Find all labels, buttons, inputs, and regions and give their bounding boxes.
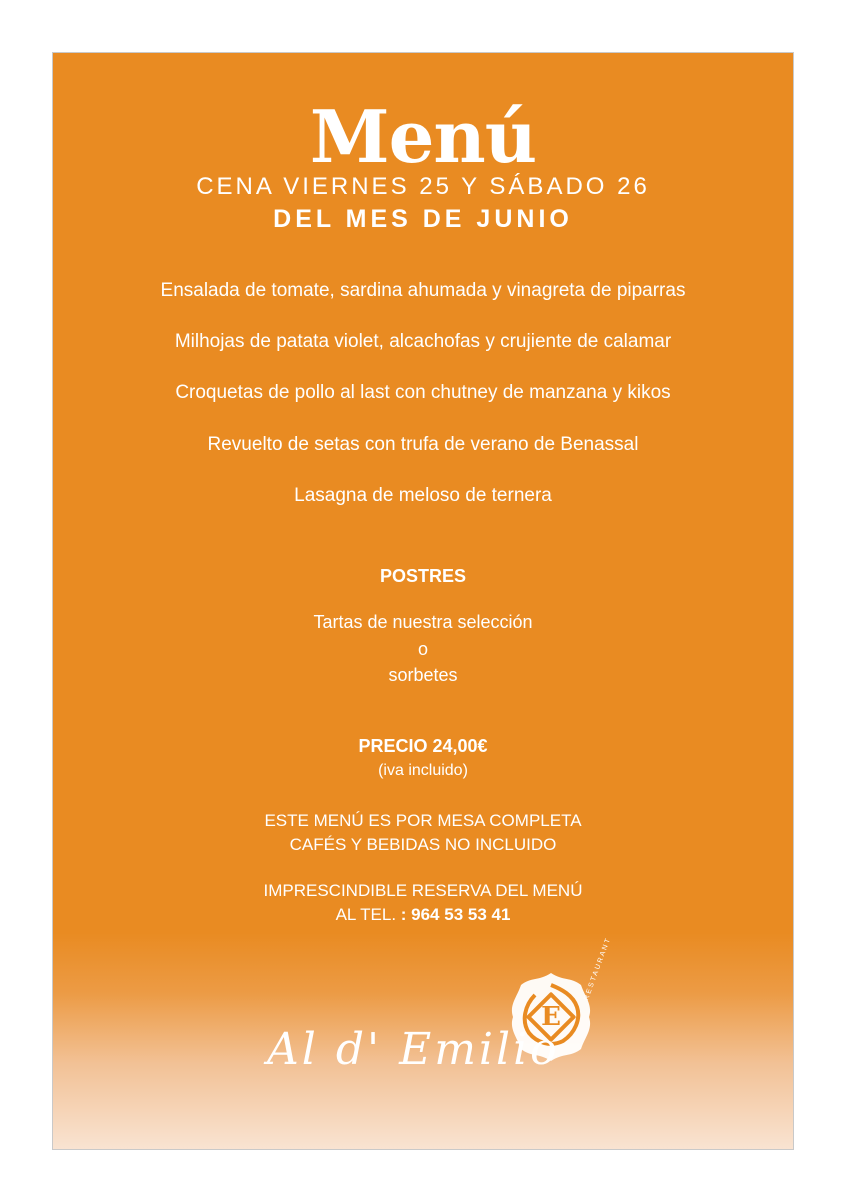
price-note: (iva incluido) <box>378 762 468 779</box>
condition-line: CAFÉS Y BEBIDAS NO INCLUIDO <box>289 835 557 854</box>
postres-item: sorbetes <box>388 665 458 685</box>
dish-item: Revuelto de setas con trufa de verano de Benassal <box>207 434 639 455</box>
dish-item: Ensalada de tomate, sardina ahumada y vinagreta de piparras <box>160 280 686 301</box>
price-label: PRECIO 24,00€ <box>358 736 488 756</box>
postres-separator: o <box>417 639 428 659</box>
menu-title: Menú <box>309 94 537 179</box>
reservation-phone-number: : 964 53 53 41 <box>400 905 511 924</box>
restaurant-logo <box>253 936 633 1093</box>
menu-page <box>52 52 794 1150</box>
dish-item: Milhojas de patata violet, alcachofas y crujiente de calamar <box>174 331 672 352</box>
postres-item: Tartas de nuestra selección <box>313 612 533 632</box>
logo-tagline: RESTAURANT <box>583 936 613 1002</box>
logo-wordmark: Al d' Emilio <box>267 1024 560 1075</box>
condition-line: ESTE MENÚ ES POR MESA COMPLETA <box>264 811 582 830</box>
menu-subtitle-dates: CENA VIERNES 25 Y SÁBADO 26 <box>196 173 650 200</box>
reservation-line: IMPRESCINDIBLE RESERVA DEL MENÚ <box>263 881 583 900</box>
svg-text:E: E <box>541 1002 561 1032</box>
menu-subtitle-month: DEL MES DE JUNIO <box>273 205 573 233</box>
postres-heading: POSTRES <box>379 566 467 586</box>
dish-item: Lasagna de meloso de ternera <box>294 485 552 506</box>
reservation-phone-prefix: AL TEL. <box>335 905 401 924</box>
reservation-phone <box>53 903 793 926</box>
dish-item: Croquetas de pollo al last con chutney de manzana y kikos <box>175 382 671 403</box>
